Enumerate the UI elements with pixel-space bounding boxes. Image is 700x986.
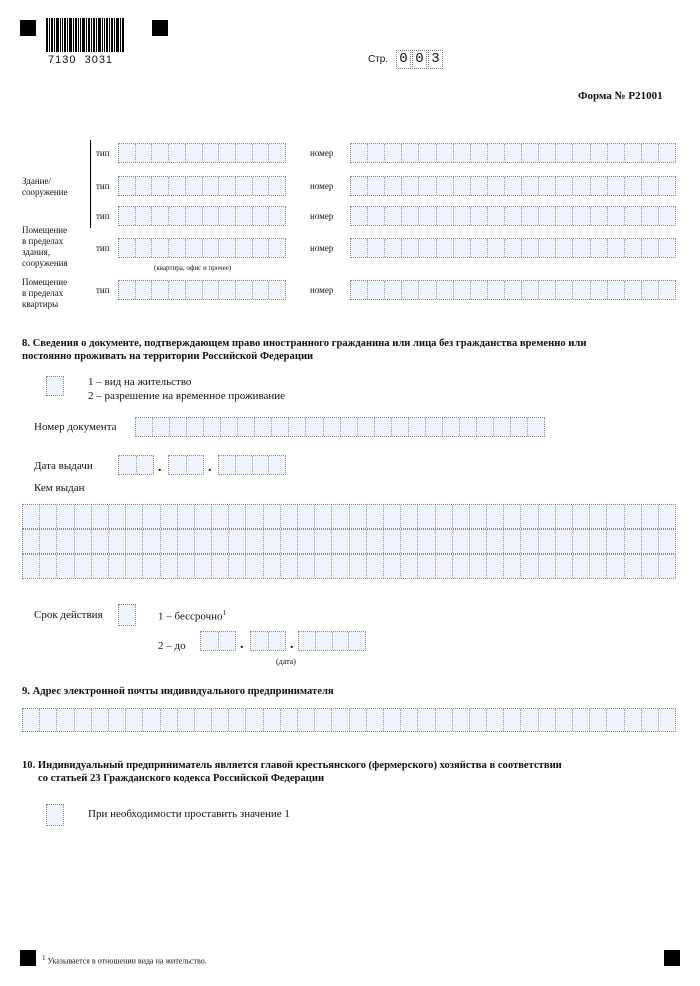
issued-by-field-3[interactable] (22, 554, 676, 579)
barcode-number: 7130 3031 (48, 54, 114, 66)
apartment-label-3: квартиры (22, 299, 59, 309)
document-option-2: 2 – разрешение на временное проживание (88, 390, 286, 402)
footnote (42, 954, 207, 966)
corner-marker-bottom-left (20, 950, 36, 966)
issue-date-year-field[interactable] (218, 455, 286, 475)
issue-date-label: Дата выдачи (34, 460, 93, 472)
date-separator: . (240, 637, 244, 652)
date-separator: . (158, 460, 162, 475)
apartment-number-field[interactable] (350, 280, 676, 300)
building-label-1: Здание/ (22, 176, 51, 186)
issue-date-month-field[interactable] (168, 455, 204, 475)
building-number-field-3[interactable] (350, 206, 676, 226)
footnote-ref: 1 (222, 609, 227, 617)
document-number-field[interactable] (135, 417, 545, 437)
section-8-title-line-1: 8. Сведения о документе, подтверждающем право иностранного гражданина или лица без гражданства временно или (22, 338, 587, 349)
premises-label-4: сооружения (22, 258, 68, 268)
validity-option-2: 2 – до (158, 640, 186, 652)
footnote-text: Указывается в отношении вида на жительство. (47, 956, 207, 966)
validity-option-1 (158, 609, 226, 623)
type-label: тип (96, 285, 110, 295)
document-number-label: Номер документа (34, 421, 117, 433)
corner-marker-top-right (152, 20, 168, 36)
section-10-title-line-2: со статьей 23 Гражданского кодекса Российской Федерации (38, 773, 325, 784)
type-label: тип (96, 181, 110, 191)
issue-date-day-field[interactable] (118, 455, 154, 475)
building-type-field-1[interactable] (118, 143, 286, 163)
validity-option-1-text: 1 – бессрочно (158, 610, 223, 623)
barcode (46, 18, 125, 52)
page-label: Стр. (368, 54, 389, 65)
number-label: номер (310, 211, 334, 221)
type-label: тип (96, 148, 110, 158)
premises-type-field[interactable] (118, 238, 286, 258)
validity-label: Срок действия (34, 609, 103, 621)
document-option-1: 1 – вид на жительство (88, 376, 192, 388)
page-digit-2: 0 (412, 50, 427, 69)
type-label: тип (96, 243, 110, 253)
email-field[interactable] (22, 708, 676, 732)
premises-note: (квартира, офис и прочее) (154, 264, 232, 272)
number-label: номер (310, 148, 334, 158)
corner-marker-bottom-right (664, 950, 680, 966)
building-label-2: сооружение (22, 187, 68, 197)
apartment-label-2: в пределах (22, 288, 64, 298)
footnote-mark: 1 (42, 954, 46, 962)
building-number-field-2[interactable] (350, 176, 676, 196)
premises-label-2: в пределах (22, 236, 64, 246)
validity-type-field[interactable] (118, 604, 136, 626)
number-label: номер (310, 243, 334, 253)
page-digit-1: 0 (396, 50, 411, 69)
farm-head-field[interactable] (46, 804, 64, 826)
form-title: Форма № Р21001 (578, 90, 663, 102)
section-9-title: 9. Адрес электронной почты индивидуального предпринимателя (22, 686, 334, 697)
validity-date-year-field[interactable] (298, 631, 366, 651)
building-type-field-2[interactable] (118, 176, 286, 196)
bracket-line-building (90, 140, 91, 228)
issued-by-field-2[interactable] (22, 529, 676, 554)
page-digit-3: 3 (428, 50, 443, 69)
corner-marker-top-left (20, 20, 36, 36)
section-8-title-line-2: постоянно проживать на территории Российской Федерации (22, 351, 314, 362)
number-label: номер (310, 285, 334, 295)
validity-date-day-field[interactable] (200, 631, 236, 651)
building-number-field-1[interactable] (350, 143, 676, 163)
number-label: номер (310, 181, 334, 191)
apartment-type-field[interactable] (118, 280, 286, 300)
building-type-field-3[interactable] (118, 206, 286, 226)
premises-label-1: Помещение (22, 225, 68, 235)
date-separator: . (290, 637, 294, 652)
premises-number-field[interactable] (350, 238, 676, 258)
premises-label-3: здания, (22, 247, 50, 257)
date-note: (дата) (276, 657, 296, 666)
farm-head-hint: При необходимости проставить значение 1 (88, 808, 290, 820)
apartment-label-1: Помещение (22, 277, 68, 287)
issued-by-label: Кем выдан (34, 482, 85, 494)
validity-date-month-field[interactable] (250, 631, 286, 651)
issued-by-field-1[interactable] (22, 504, 676, 529)
type-label: тип (96, 211, 110, 221)
date-separator: . (208, 460, 212, 475)
document-type-field[interactable] (46, 376, 64, 396)
section-10-title-line-1: 10. Индивидуальный предприниматель является главой крестьянского (фермерского) хозяйства в соответствии (22, 760, 562, 771)
